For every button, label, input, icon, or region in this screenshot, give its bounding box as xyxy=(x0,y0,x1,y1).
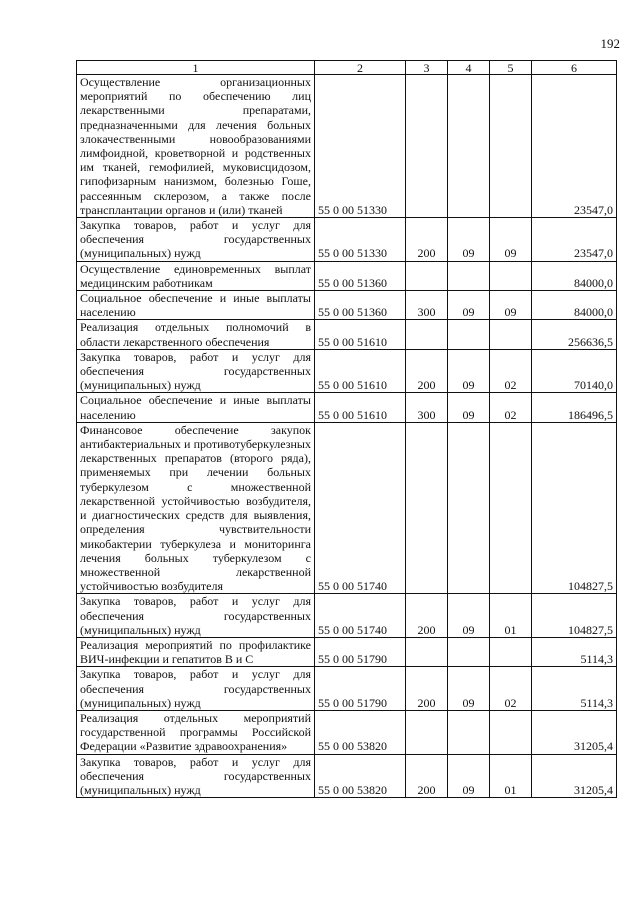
row-description: Реализация мероприятий по профилактике ВИЧ-инфекции и гепатитов В и С xyxy=(77,637,315,666)
row-code: 55 0 00 51740 xyxy=(315,594,406,638)
table-row xyxy=(77,422,617,593)
row-description: Социальное обеспечение и иные выплаты населению xyxy=(77,291,315,320)
header-col-5: 5 xyxy=(490,61,532,75)
row-code: 55 0 00 51610 xyxy=(315,349,406,393)
header-col-6: 6 xyxy=(532,61,617,75)
row-col-5 xyxy=(490,637,532,666)
row-col-3: 200 xyxy=(406,594,448,638)
header-row xyxy=(77,61,617,75)
row-description: Реализация отдельных мероприятий государственной программы Российской Федерации «Развитие здравоохранения» xyxy=(77,710,315,754)
row-col-4: 09 xyxy=(448,667,490,711)
row-description: Осуществление единовременных выплат медицинским работникам xyxy=(77,261,315,290)
row-col-5: 09 xyxy=(490,291,532,320)
row-amount: 186496,5 xyxy=(532,393,617,422)
table-row xyxy=(77,637,617,666)
row-code: 55 0 00 51740 xyxy=(315,422,406,593)
row-col-5: 01 xyxy=(490,754,532,798)
row-amount: 5114,3 xyxy=(532,667,617,711)
row-col-4: 09 xyxy=(448,218,490,262)
row-col-5 xyxy=(490,261,532,290)
table-row xyxy=(77,320,617,349)
row-col-4: 09 xyxy=(448,349,490,393)
row-col-5: 02 xyxy=(490,393,532,422)
row-col-4: 09 xyxy=(448,594,490,638)
header-col-1: 1 xyxy=(77,61,315,75)
row-code: 55 0 00 51610 xyxy=(315,393,406,422)
row-code: 55 0 00 51610 xyxy=(315,320,406,349)
row-amount: 84000,0 xyxy=(532,261,617,290)
header-col-2: 2 xyxy=(315,61,406,75)
table-row xyxy=(77,349,617,393)
table-row xyxy=(77,218,617,262)
row-col-4 xyxy=(448,637,490,666)
row-description: Закупка товаров, работ и услуг для обеспечения государственных (муниципальных) нужд xyxy=(77,754,315,798)
row-col-4 xyxy=(448,320,490,349)
header-col-3: 3 xyxy=(406,61,448,75)
page-number: 192 xyxy=(600,36,620,51)
row-description: Закупка товаров, работ и услуг для обеспечения государственных (муниципальных) нужд xyxy=(77,667,315,711)
row-col-4 xyxy=(448,261,490,290)
row-col-4 xyxy=(448,422,490,593)
row-description: Реализация отдельных полномочий в области лекарственного обеспечения xyxy=(77,320,315,349)
row-col-3: 300 xyxy=(406,291,448,320)
row-amount: 84000,0 xyxy=(532,291,617,320)
row-col-4 xyxy=(448,75,490,218)
row-amount: 23547,0 xyxy=(532,218,617,262)
row-col-5 xyxy=(490,710,532,754)
row-code: 55 0 00 51790 xyxy=(315,637,406,666)
row-col-4: 09 xyxy=(448,291,490,320)
row-col-3 xyxy=(406,422,448,593)
table-row xyxy=(77,754,617,798)
row-code: 55 0 00 51330 xyxy=(315,218,406,262)
row-amount: 31205,4 xyxy=(532,754,617,798)
row-description: Закупка товаров, работ и услуг для обеспечения государственных (муниципальных) нужд xyxy=(77,218,315,262)
row-code: 55 0 00 51360 xyxy=(315,291,406,320)
row-amount: 256636,5 xyxy=(532,320,617,349)
row-description: Осуществление организационных мероприятий по обеспечению лиц лекарственными препаратами, предназначенными для лечения больных злокачественными новообразованиями лимфоидной, кроветворной и родственных им тканей, гемофилией, муковисцидозом, гипофизарным нанизмом, болезнью Гоше, рассеянным склерозом, а также после трансплантации органов и (или) тканей xyxy=(77,75,315,218)
row-col-3: 200 xyxy=(406,667,448,711)
row-col-5: 02 xyxy=(490,667,532,711)
row-col-5: 09 xyxy=(490,218,532,262)
row-col-5: 01 xyxy=(490,594,532,638)
table-header xyxy=(77,61,617,75)
row-amount: 5114,3 xyxy=(532,637,617,666)
row-code: 55 0 00 53820 xyxy=(315,710,406,754)
budget-table xyxy=(76,60,617,798)
row-description: Социальное обеспечение и иные выплаты населению xyxy=(77,393,315,422)
table-row xyxy=(77,710,617,754)
row-col-4: 09 xyxy=(448,393,490,422)
table-row xyxy=(77,594,617,638)
row-col-3 xyxy=(406,75,448,218)
row-code: 55 0 00 53820 xyxy=(315,754,406,798)
row-code: 55 0 00 51360 xyxy=(315,261,406,290)
row-col-5 xyxy=(490,320,532,349)
row-amount: 104827,5 xyxy=(532,594,617,638)
row-col-5: 02 xyxy=(490,349,532,393)
row-col-3 xyxy=(406,710,448,754)
row-col-3: 300 xyxy=(406,393,448,422)
row-col-3: 200 xyxy=(406,218,448,262)
row-amount: 70140,0 xyxy=(532,349,617,393)
row-col-3: 200 xyxy=(406,754,448,798)
row-description: Закупка товаров, работ и услуг для обеспечения государственных (муниципальных) нужд xyxy=(77,594,315,638)
row-amount: 23547,0 xyxy=(532,75,617,218)
row-col-3 xyxy=(406,320,448,349)
table-row xyxy=(77,291,617,320)
row-col-4 xyxy=(448,710,490,754)
table-row xyxy=(77,261,617,290)
row-code: 55 0 00 51330 xyxy=(315,75,406,218)
row-col-4: 09 xyxy=(448,754,490,798)
table-row xyxy=(77,75,617,218)
row-col-5 xyxy=(490,75,532,218)
row-col-3 xyxy=(406,261,448,290)
row-col-3 xyxy=(406,637,448,666)
row-code: 55 0 00 51790 xyxy=(315,667,406,711)
row-amount: 31205,4 xyxy=(532,710,617,754)
table-body xyxy=(77,75,617,798)
row-description: Финансовое обеспечение закупок антибактериальных и противотуберкулезных лекарственных препаратов (второго ряда), применяемых при лечении больных туберкулезом с множественной лекарственной устойчивостью возбудителя, и диагностических средств для выявления, определения чувствительности микобактерии туберкулеза и мониторинга лечения больных туберкулезом с множественной лекарственной устойчивостью возбудителя xyxy=(77,422,315,593)
header-col-4: 4 xyxy=(448,61,490,75)
row-col-5 xyxy=(490,422,532,593)
row-description: Закупка товаров, работ и услуг для обеспечения государственных (муниципальных) нужд xyxy=(77,349,315,393)
table-row xyxy=(77,393,617,422)
row-amount: 104827,5 xyxy=(532,422,617,593)
table-row xyxy=(77,667,617,711)
row-col-3: 200 xyxy=(406,349,448,393)
